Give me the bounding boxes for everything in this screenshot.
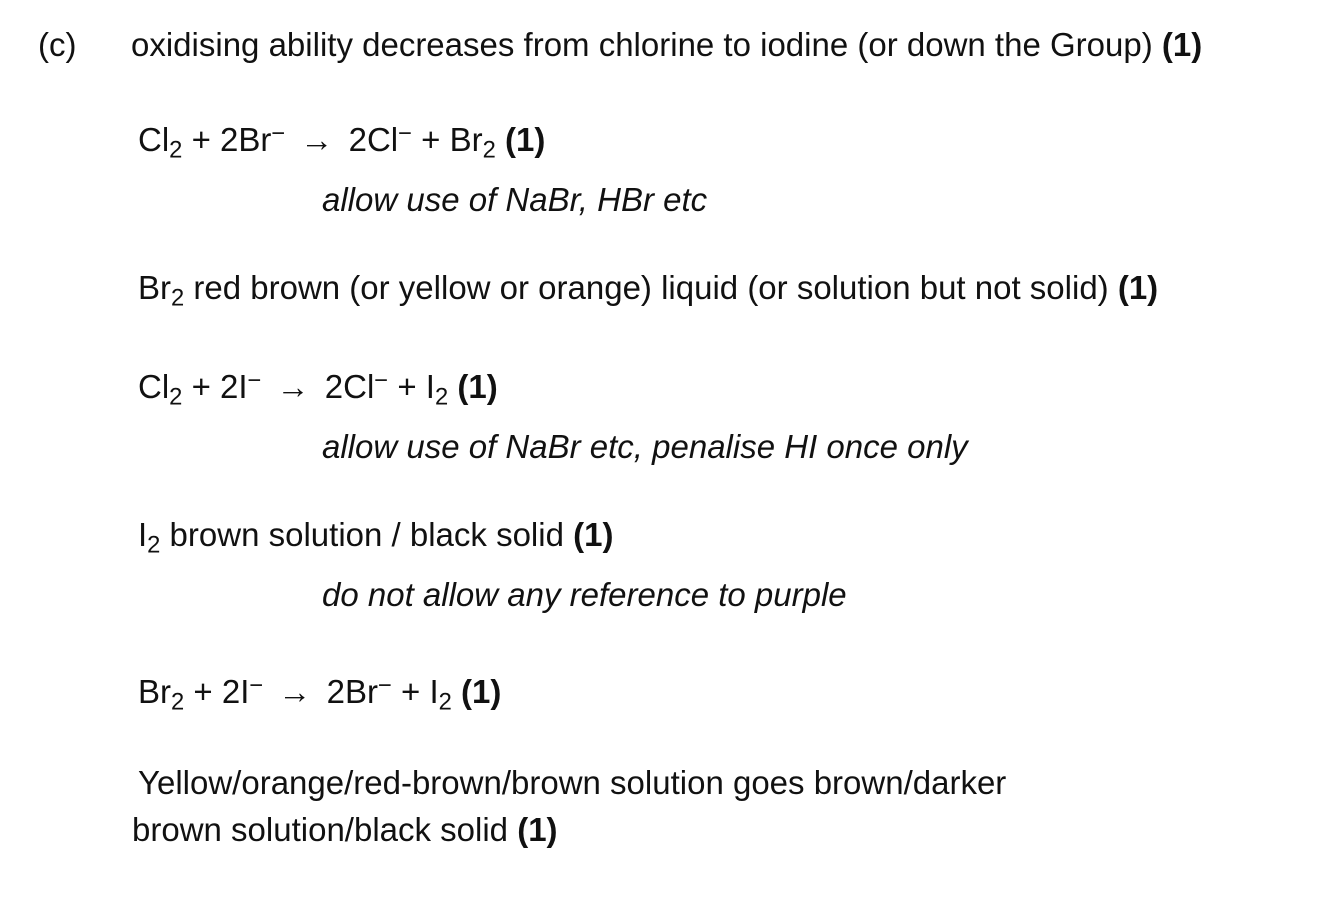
eq-species: I <box>425 368 435 405</box>
eq-species: Br <box>238 121 272 158</box>
eq-subscript: 2 <box>171 688 185 716</box>
observation-text: red brown (or yellow or orange) liquid (or solution but not solid) <box>184 269 1118 306</box>
eq-species: Br <box>138 673 171 710</box>
eq-species: Br <box>344 673 378 710</box>
mark: (1) <box>1117 269 1159 306</box>
eq-plus: + <box>193 673 213 710</box>
eq-plus: + <box>191 121 211 158</box>
intro-statement <box>131 28 1202 61</box>
eq-subscript: 2 <box>147 531 161 559</box>
eq-species: Br <box>449 121 483 158</box>
mark: (1) <box>461 673 502 710</box>
observation-bromine <box>138 269 1159 312</box>
eq-coefficient: 2 <box>324 368 344 405</box>
eq-charge: − <box>374 367 389 395</box>
eq-subscript: 2 <box>169 383 183 411</box>
equation-cl2-iodide <box>138 367 498 411</box>
eq-plus: + <box>397 368 417 405</box>
eq-plus: + <box>401 673 421 710</box>
eq-species: Cl <box>366 121 399 158</box>
eq-coefficient: 2 <box>221 673 241 710</box>
note-allow-nabr-hbr: allow use of NaBr, HBr etc <box>322 181 708 218</box>
eq-species: I <box>429 673 439 710</box>
observation-iodine <box>138 516 614 559</box>
eq-charge: − <box>398 120 412 148</box>
eq-species: Cl <box>138 368 170 405</box>
reaction-arrow: → <box>300 121 334 158</box>
intro-text: oxidising ability decreases from chlorine to iodine (or down the Group) <box>131 26 1153 63</box>
mark: (1) <box>573 516 614 553</box>
eq-charge: − <box>271 120 286 148</box>
equation-cl2-bromide <box>138 120 546 164</box>
mark: (1) <box>1161 26 1203 63</box>
eq-charge: − <box>377 672 392 700</box>
eq-subscript: 2 <box>169 136 183 164</box>
equation-br2-iodide <box>138 672 502 716</box>
eq-species: Cl <box>138 121 170 158</box>
eq-species: Br <box>138 269 171 306</box>
eq-species: Cl <box>343 368 375 405</box>
mark: (1) <box>517 811 558 848</box>
observation-text: brown solution / black solid <box>160 516 574 553</box>
eq-species: I <box>238 368 248 405</box>
eq-coefficient: 2 <box>220 368 239 405</box>
eq-plus: + <box>191 368 211 405</box>
eq-subscript: 2 <box>171 284 185 312</box>
reaction-arrow: → <box>278 673 312 710</box>
eq-charge: − <box>249 672 264 700</box>
eq-subscript: 2 <box>482 136 496 164</box>
part-label: (c) <box>38 26 77 63</box>
eq-plus: + <box>421 121 441 158</box>
note-allow-nabr-penalise-hi: allow use of NaBr etc, penalise HI once only <box>322 428 968 465</box>
eq-coefficient: 2 <box>348 121 367 158</box>
final-observation-line-1: Yellow/orange/red-brown/brown solution goes brown/darker <box>138 764 1007 801</box>
eq-coefficient: 2 <box>326 673 345 710</box>
observation-text: brown solution/black solid <box>132 811 518 848</box>
eq-species: I <box>240 673 250 710</box>
reaction-arrow: → <box>276 368 310 405</box>
final-observation-line-2 <box>132 813 558 846</box>
mark: (1) <box>457 368 498 405</box>
eq-subscript: 2 <box>438 688 452 716</box>
eq-species: I <box>138 516 148 553</box>
eq-subscript: 2 <box>434 383 449 411</box>
eq-coefficient: 2 <box>220 121 239 158</box>
eq-charge: − <box>247 367 262 395</box>
note-no-purple: do not allow any reference to purple <box>322 576 847 613</box>
mark: (1) <box>505 121 546 158</box>
